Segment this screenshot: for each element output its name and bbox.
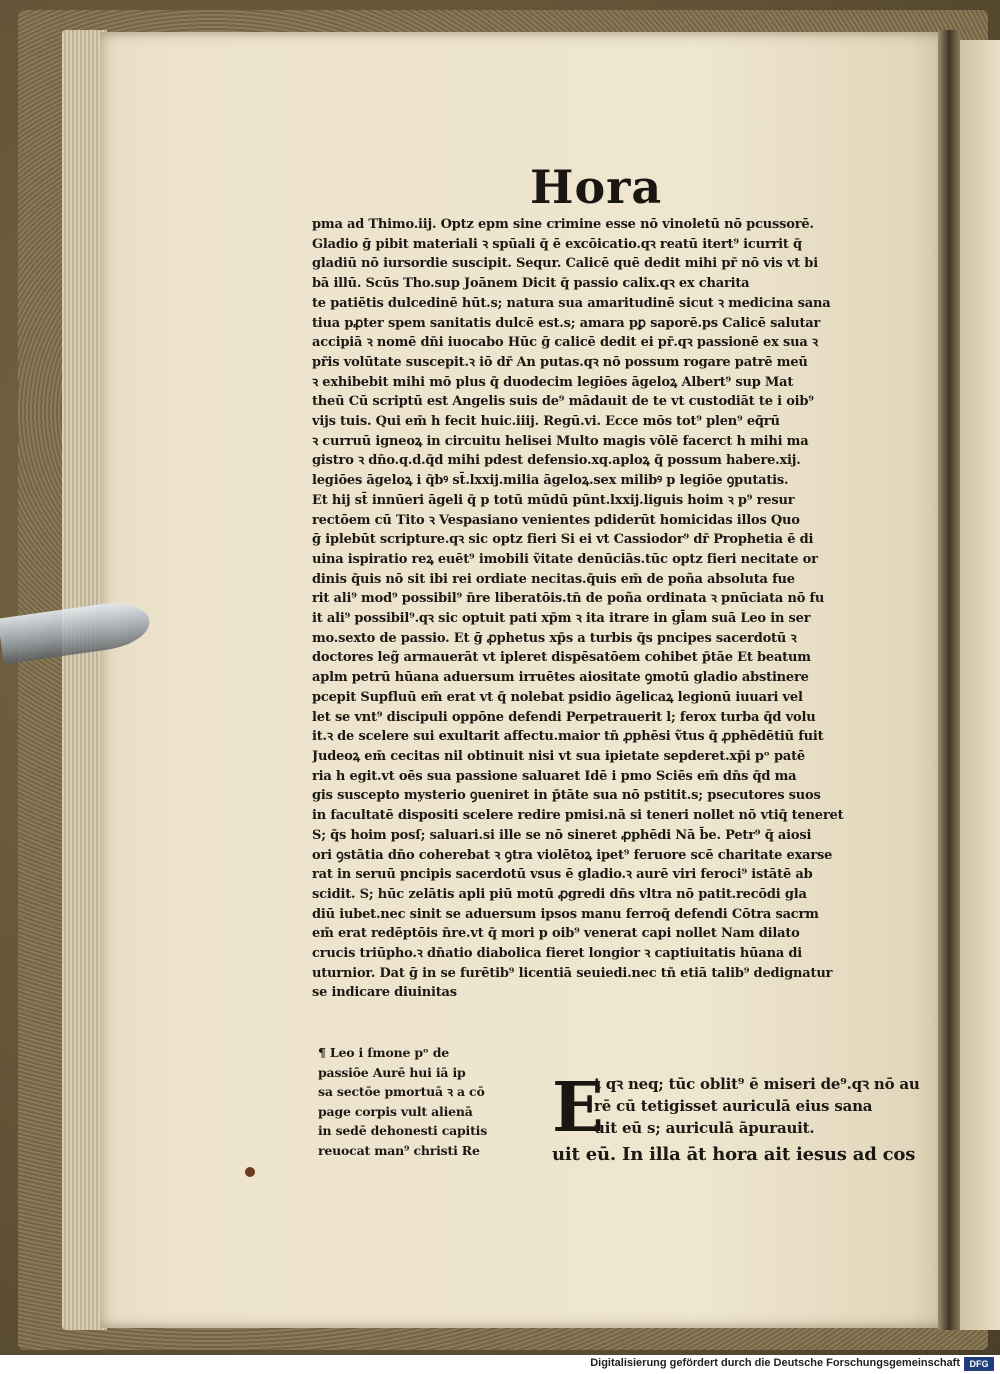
text-line: vijs tuis. Qui em̄ h fecit huic.iiij. Regū.vi. Ecce mōs tot⁹ plen⁹ eq̄rū (312, 414, 780, 430)
gospel-lines (594, 1073, 934, 1139)
text-line: aplm petrū hūana aduersum irruētes aiositate ꝯmotū gladio abstinere (312, 670, 809, 686)
text-line: diū iubet.nec sinit se aduersum ipsos manu ferroq̄ defendi Cōtra sacrm (312, 906, 819, 922)
text-line: it.ꝛ de scelere sui exultarit affectu.maior tn̄ ꝓphēsi ṽtus q̄ ꝓphēdētiū fuit (312, 729, 824, 745)
text-line: pma ad Thimo.iij. Optz epm sine crimine esse nō vinoletū nō pcussorē. (312, 217, 814, 232)
text-line: scidit. S; hūc zelātis apli piū motū ꝓgredi dn̄s vltra nō patit.recōdi gla (312, 886, 807, 902)
text-line: ori ꝯstātia dn̄o coherebat ꝛ ꝯtra violētoꝝ ipet⁹ feruore scē charitate exarse (312, 847, 833, 863)
text-line: ria h egit.vt oēs sua passione saluaret Idē i pmo Sciēs em̄ dn̄s q̄d ma (312, 768, 797, 784)
text-line: rat in seruū pncipis sacerdotū vsus ē gladio.ꝛ aurē viri feroci⁹ istātē ab (312, 867, 813, 883)
text-line: gis suscepto mysterio ꝯueniret in p̄tāte sua nō pstitit.s; psecutores suos (312, 788, 821, 804)
footer-credit: Digitalisierung gefördert durch die Deutsche Forschungsgemeinschaft (590, 1357, 960, 1369)
text-line: uina ispiratio reꝝ euēt⁹ imobili ṽitate denūciās.tūc optz fieri necitate or (312, 551, 818, 567)
text-line: uturnior. Dat ḡ in se furētib⁹ licentiā seuiedi.nec tn̄ etiā talib⁹ dedignatur (312, 965, 833, 981)
main-text-block (312, 215, 912, 1003)
text-line: sa sectōe pmortuā ꝛ a cō (318, 1084, 485, 1099)
text-line: S; q̄s hoim posſ; saluari.si ille se nō sineret ꝓphēdi Nā b̄e. Petr⁹ q̄ aiosi (312, 827, 812, 843)
text-line: mo.sexto de passio. Et ḡ ꝓphetus xp̄s a turbis q̄s pncipes sacerdotū ꝛ (312, 630, 797, 646)
text-line: em̄ erat redēptōis n̄re.vt q̄ mori p oib⁹ venerat capi nollet Nam dilato (312, 926, 800, 942)
text-line: ꝛ exhibebit mihi mō plus q̄ duodecim legiōes āgeloꝝ Albert⁹ sup Mat (312, 374, 794, 390)
text-line: in sedē dehonesti capitis (318, 1123, 488, 1138)
book-gutter (938, 30, 960, 1330)
text-line: accipiā ꝛ nomē dn̄i iuocabo Hūc ḡ calicē dedit ei pr̄.qꝛ passionē ex sua ꝛ (312, 335, 818, 351)
dfg-logo: DFG (964, 1357, 994, 1371)
text-line: legiōes āgeloꝝ i q̄bꝰ st̄.lxxij.milia āgeloꝝ.sex milibꝰ p legiōe ꝯputatis. (312, 473, 789, 489)
text-line: Judeoꝝ em̄ cecitas nil obtinuit nisi vt sua ipietate sepderet.xp̄i pᵒ patē (312, 748, 805, 764)
text-line: gistro ꝛ dn̄o.q.d.q̄d mihi pdest defensio.xq.aploꝝ q̄ possum habere.xij. (312, 453, 801, 469)
text-line: bā illū. Scūs Tho.sup Joānem Dicit q̄ passio calix.qꝛ ex charita (312, 276, 750, 292)
text-line: rit ali⁹ mod⁹ possibil⁹ n̄re liberatōis.tn̄ de poña ordinata ꝛ pnūciata nō fu (312, 591, 825, 607)
text-line: uit eū. In illa āt hora ait iesus ad cos (552, 1144, 916, 1165)
text-line: dinis q̄uis nō sit ibi rei ordiate necitas.q̄uis em̄ de poña absoluta fue (312, 571, 795, 587)
drop-cap: E (552, 1068, 604, 1148)
text-line: gladiū nō iursordie suscipit. Sequr. Calicē quē dedit mihi pr̄ nō vis vt bi (312, 256, 818, 272)
text-line: Et hij st̄ innūeri āgeli q̄ p totū mūdū pūnt.lxxij.liguis hoim ꝛ p⁹ resur (312, 492, 795, 508)
text-line: it ali⁹ possibil⁹.qꝛ sic optuit pati xp̄m ꝛ ita itrare in gl̄am suā Leo in ser (312, 611, 811, 627)
text-line: ¶ Leo i ſmone pᵒ de (318, 1045, 449, 1060)
footer-bar (0, 1355, 1000, 1374)
text-line: se indicare diuinitas (312, 985, 457, 1001)
text-line: pcepit Supfluū em̄ erat vt q̄ nolebat psidio āgelicaꝝ legionū iuuari vel (312, 689, 803, 705)
ink-stain (245, 1167, 255, 1177)
text-line: rē cū tetigisset auriculā eius sana (594, 1097, 873, 1115)
text-line: ḡ iplebūt scripture.qꝛ sic optz fieri Si ei vt Cassiodor⁹ dr̄ Prophetia ē di (312, 532, 814, 548)
text-line: page corpis vult alienā (318, 1103, 473, 1119)
text-line: tiua pꝓter spem sanitatis dulcē est.s; amara pꝑ saporē.ps Calicē salutar (312, 315, 821, 331)
text-line: let se vnt⁹ discipuli oppōne defendi Perpetrauerit l; ferox turba q̄d volu (312, 709, 816, 725)
text-line: t qꝛ neq; tūc oblit⁹ ē miseri de⁹.qꝛ nō au (594, 1075, 920, 1093)
text-line: crucis triūpho.ꝛ dn̄atio diabolica fieret longior ꝛ captiuitatis hūana di (312, 946, 803, 962)
text-line: in facultatē dispositi scelere redire pmisi.nā si teneri nollet nō vtiq̄ teneret (312, 808, 844, 824)
next-page-edge (960, 40, 1000, 1330)
text-line: te patiētis dulcedinē hūt.s; natura sua amaritudinē sicut ꝛ medicina sana (312, 295, 831, 311)
sidebar-text-block (318, 1043, 540, 1160)
text-line: theū Cū scriptū est Angelis suis de⁹ mādauit de te vt custodiāt te i oib⁹ (312, 394, 814, 410)
gospel-last-line (552, 1143, 932, 1167)
text-line: passiōe Aurē hui iā ip (318, 1064, 466, 1080)
text-line: pr̄is volūtate suscepit.ꝛ iō dr̄ An putas.qꝛ nō possum rogare patrē meū (312, 354, 808, 370)
text-line: doctores leg̃ armauerāt vt ipleret dispēsatōem cohibet p̄tāe Et beatum (312, 650, 811, 666)
text-line: rectōem cū Tito ꝛ Vespasiano venientes pdiderūt homicidas illos Quo (312, 512, 800, 528)
text-line: reuocat man⁹ christi Re (318, 1142, 480, 1158)
text-line: ꝛ curruū igneoꝝ in circuitu helisei Multo magis vōlē facerct h mihi ma (312, 433, 809, 449)
page-heading: Hora (530, 160, 663, 214)
text-line: Gladio ḡ pibit materiali ꝛ spūali q̄ ē excōicatio.qꝛ reatū itert⁹ icurrit q̄ (312, 236, 802, 252)
text-line: uit eū s; auriculā āpurauit. (594, 1119, 815, 1137)
